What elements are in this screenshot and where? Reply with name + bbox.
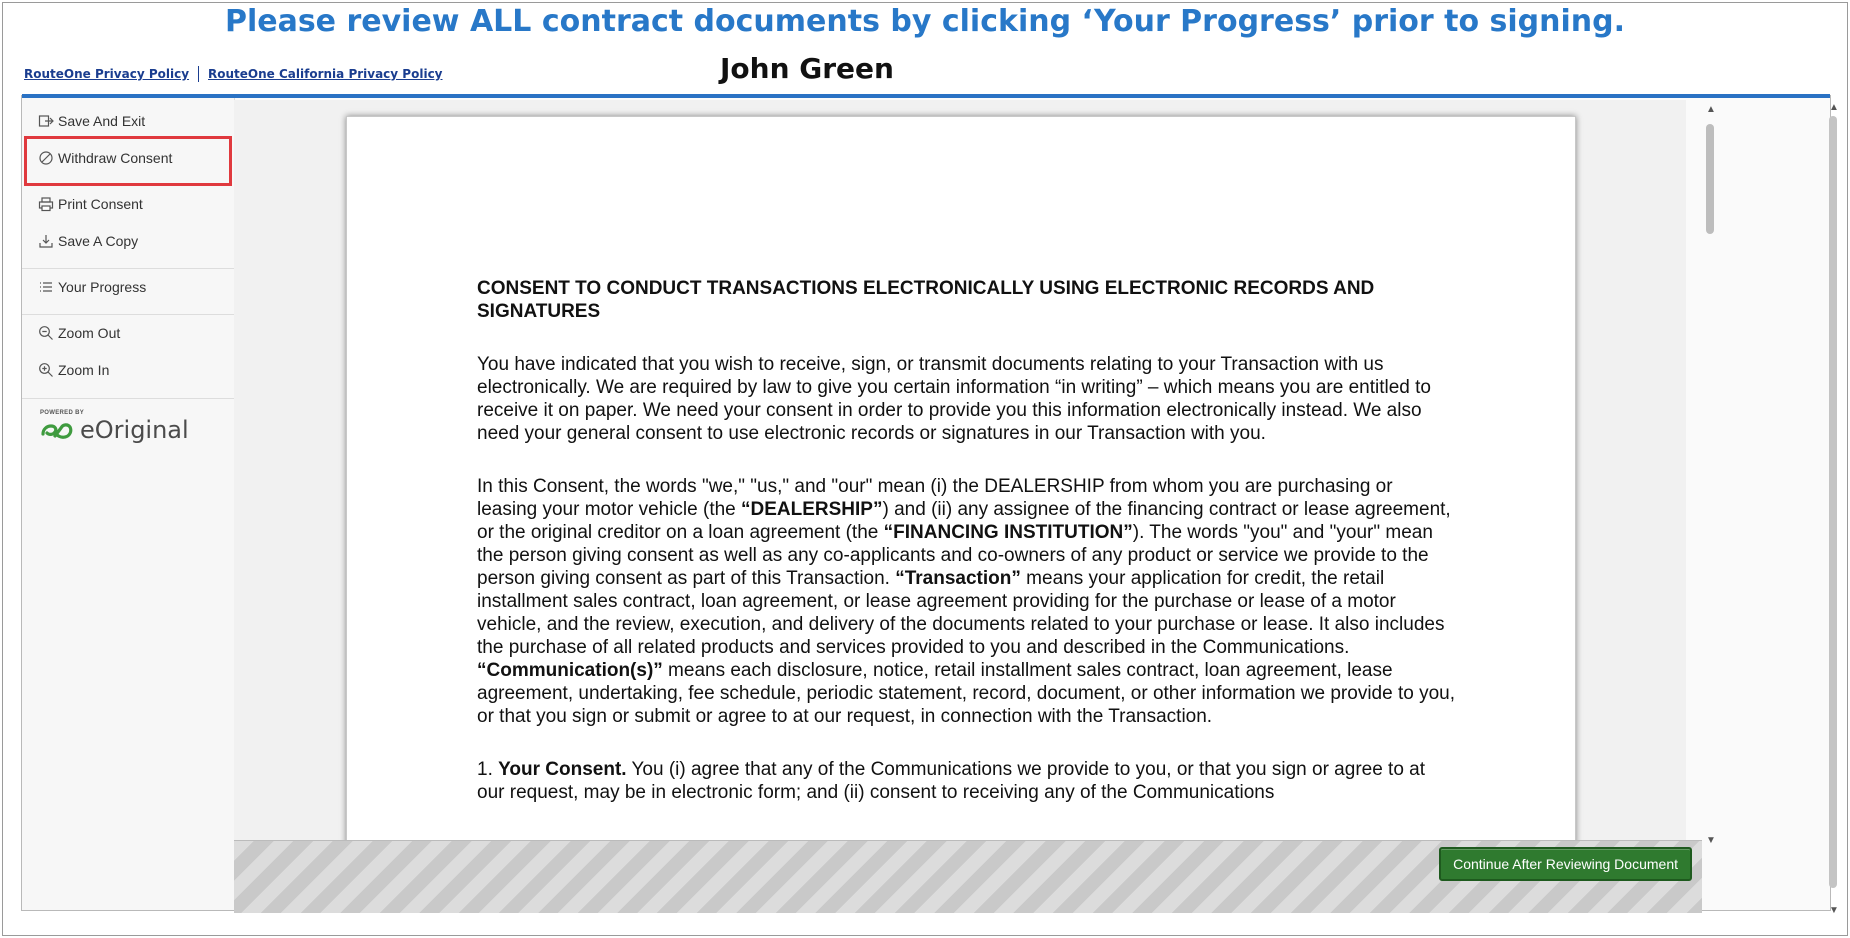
link-separator <box>198 66 199 82</box>
document-paragraph: In this Consent, the words "we," "us," and "our" mean (i) the DEALERSHIP from whom you are purchasing or leasing your motor vehicle (the “DEALERSHIP”) and (ii) any assignee of the financing contract or lease agreement, or the original creditor on a loan agreement (the “FINANCING INSTITUTION”). The words "you" and "your" mean the person giving consent as well as any co-applicants and co-owners of any product or service we provide to the person giving consent as part of this Transaction. “Transaction” means your application for credit, the retail installment sales contract, loan agreement, or lease agreement providing for the purchase or lease of a motor vehicle, and the review, execution, and delivery of the documents related to your purchase or lease. It also includes the purchase of all related products and services provided to you and described in the Communications. “Communication(s)” means each disclosure, notice, retail installment sales contract, loan agreement, lease agreement, undertaking, fee schedule, periodic statement, record, document, or other information we provide to you, or that you sign or submit or agree to at our request, in connection with the Transaction. <box>477 476 1455 727</box>
zoom-out-button[interactable] <box>38 320 120 346</box>
signer-name: John Green <box>720 52 894 85</box>
printer-icon <box>38 196 54 212</box>
document-paragraph: You have indicated that you wish to receive, sign, or transmit documents relating to your Transaction with us electronically. We are required by law to give you certain information “in writing” – which means you are entitled to receive it on paper. We need your consent in order to provide you this information electronically instead. We also need your general consent to use electronic records or signatures in our Transaction with you. <box>477 354 1431 444</box>
page-scrollbar[interactable] <box>1826 98 1840 918</box>
document-content <box>477 277 1457 834</box>
zoom-in-label: Zoom In <box>58 362 110 378</box>
ca-privacy-policy-link[interactable]: RouteOne California Privacy Policy <box>208 67 443 81</box>
your-progress-label: Your Progress <box>58 279 147 295</box>
zoom-out-label: Zoom Out <box>58 325 121 341</box>
eoriginal-logo-icon <box>38 418 80 442</box>
powered-by-label: POWERED BY <box>40 410 85 416</box>
accent-bar <box>22 94 1830 98</box>
exit-icon <box>38 113 54 129</box>
save-a-copy-button[interactable] <box>38 228 138 254</box>
list-icon <box>38 279 54 295</box>
zoom-in-button[interactable] <box>38 357 109 383</box>
continue-button[interactable]: Continue After Reviewing Document <box>1439 847 1692 881</box>
document-scrollbar[interactable] <box>1703 100 1717 848</box>
your-progress-button[interactable] <box>38 274 146 300</box>
withdraw-consent-label: Withdraw Consent <box>58 150 173 166</box>
sidebar <box>22 98 235 910</box>
eoriginal-logo <box>38 410 188 450</box>
document-paragraph: 1. Your Consent. You (i) agree that any of the Communications we provide to you, or that you sign or agree to at our request, may be in electronic form; and (ii) consent to receiving any of the Communications <box>477 759 1426 803</box>
privacy-links <box>24 66 443 82</box>
document-page <box>346 116 1576 840</box>
scroll-thumb[interactable] <box>1829 116 1837 888</box>
scroll-thumb[interactable] <box>1706 124 1714 234</box>
zoom-in-icon <box>38 362 54 378</box>
document-title: CONSENT TO CONDUCT TRANSACTIONS ELECTRONICALLY USING ELECTRONIC RECORDS AND SIGNATURES <box>477 278 1375 322</box>
instruction-banner: Please review ALL contract documents by clicking ‘Your Progress’ prior to signing. <box>224 4 1626 39</box>
scroll-up-arrow[interactable]: ▲ <box>1706 104 1716 115</box>
save-a-copy-label: Save A Copy <box>58 233 139 249</box>
privacy-policy-link[interactable]: RouteOne Privacy Policy <box>24 67 190 81</box>
print-consent-button[interactable] <box>38 191 143 217</box>
document-viewer[interactable] <box>234 100 1686 840</box>
print-consent-label: Print Consent <box>58 196 143 212</box>
withdraw-consent-highlight <box>24 136 232 186</box>
footer-bar <box>234 840 1702 913</box>
sidebar-divider <box>22 268 234 269</box>
scroll-up-arrow[interactable]: ▲ <box>1829 102 1839 113</box>
sidebar-divider <box>22 398 234 399</box>
save-and-exit-label: Save And Exit <box>58 113 146 129</box>
scroll-down-arrow[interactable]: ▼ <box>1829 905 1839 916</box>
save-and-exit-button[interactable] <box>38 108 145 134</box>
zoom-out-icon <box>38 325 54 341</box>
brand-name: eOriginal <box>80 416 189 444</box>
download-icon <box>38 233 54 249</box>
scroll-down-arrow[interactable]: ▼ <box>1706 835 1716 846</box>
sidebar-divider <box>22 314 234 315</box>
